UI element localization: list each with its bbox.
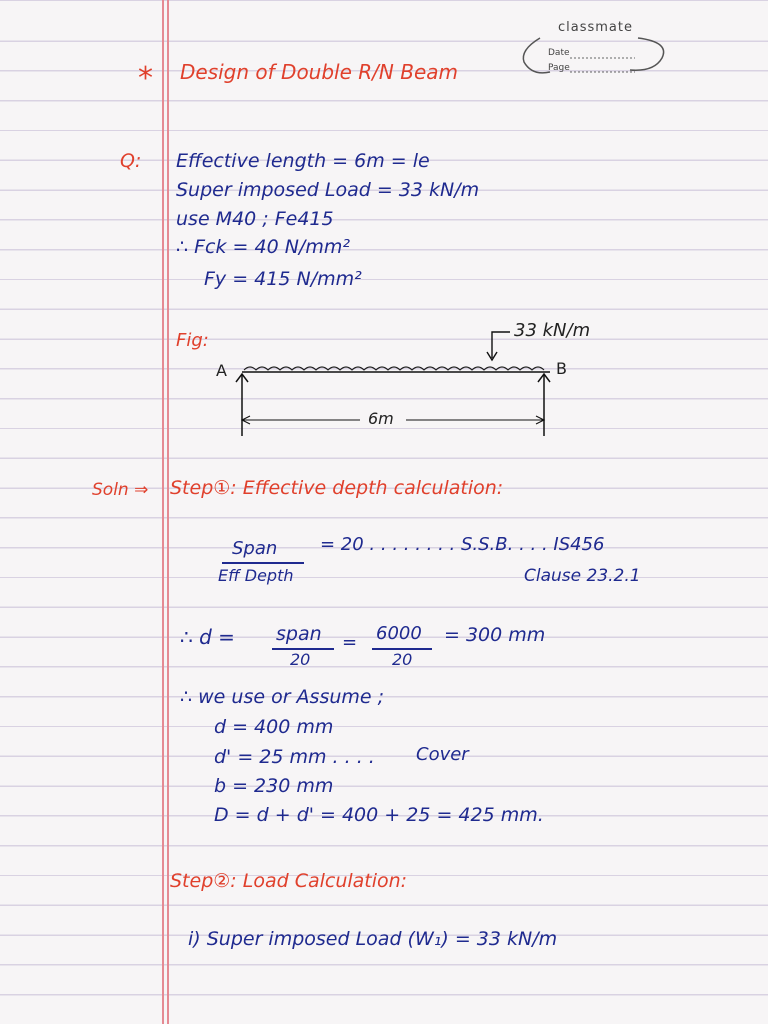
margin-line: [167, 0, 169, 1024]
cover-label: Cover: [416, 744, 469, 765]
question-label: Q:: [120, 150, 142, 172]
question-line: Fy = 415 N/mm²: [204, 268, 362, 290]
step1-heading: Step①: Effective depth calculation:: [170, 477, 504, 499]
question-line: ∴ Fck = 40 N/mm²: [176, 236, 350, 258]
title-mark: *: [138, 61, 153, 96]
d-denominator-1: 20: [290, 650, 311, 669]
solution-label: Soln ⇒: [92, 480, 149, 500]
d-equals: =: [342, 632, 358, 653]
ratio-value: = 20 . . . . . . . . S.S.B. . . . IS456: [320, 534, 605, 555]
load-line: i) Super imposed Load (W₁) = 33 kN/m: [188, 928, 558, 950]
support-a-label: A: [216, 361, 227, 380]
support-b-label: B: [556, 359, 567, 378]
d-denominator-2: 20: [392, 650, 413, 669]
question-line: Super imposed Load = 33 kN/m: [176, 179, 480, 201]
page-label: Page: [548, 63, 570, 73]
logo-brand: classmate: [558, 20, 633, 35]
page-title: Design of Double R/N Beam: [180, 60, 458, 84]
assumption-line: d = 400 mm: [214, 716, 334, 738]
question-line: use M40 ; Fe415: [176, 208, 334, 230]
span-label: 6m: [368, 409, 394, 428]
load-pointer: [492, 332, 510, 358]
ratio-bar: [222, 562, 304, 564]
assumption-line: d' = 25 mm . . . .: [214, 746, 375, 768]
figure-label: Fig:: [176, 330, 209, 351]
d-numerator-span: span: [276, 623, 322, 645]
question-line: Effective length = 6m = le: [176, 150, 430, 172]
udl-wave: [244, 367, 544, 370]
d-lhs: ∴ d =: [180, 625, 235, 649]
date-label: Date: [548, 48, 570, 58]
load-value: 33 kN/m: [514, 320, 591, 341]
margin-line: [162, 0, 164, 1024]
assumption-line: D = d + d' = 400 + 25 = 425 mm.: [214, 804, 544, 826]
assumption-line: b = 230 mm: [214, 775, 334, 797]
assume-heading: ∴ we use or Assume ;: [180, 686, 385, 708]
ratio-numerator: Span: [232, 538, 278, 559]
classmate-logo: [510, 20, 670, 90]
d-numerator-6000: 6000: [376, 623, 422, 644]
step2-heading: Step②: Load Calculation:: [170, 870, 408, 892]
clause-reference: Clause 23.2.1: [524, 566, 641, 586]
d-result: = 300 mm: [444, 624, 546, 646]
ratio-denominator: Eff Depth: [218, 566, 294, 585]
